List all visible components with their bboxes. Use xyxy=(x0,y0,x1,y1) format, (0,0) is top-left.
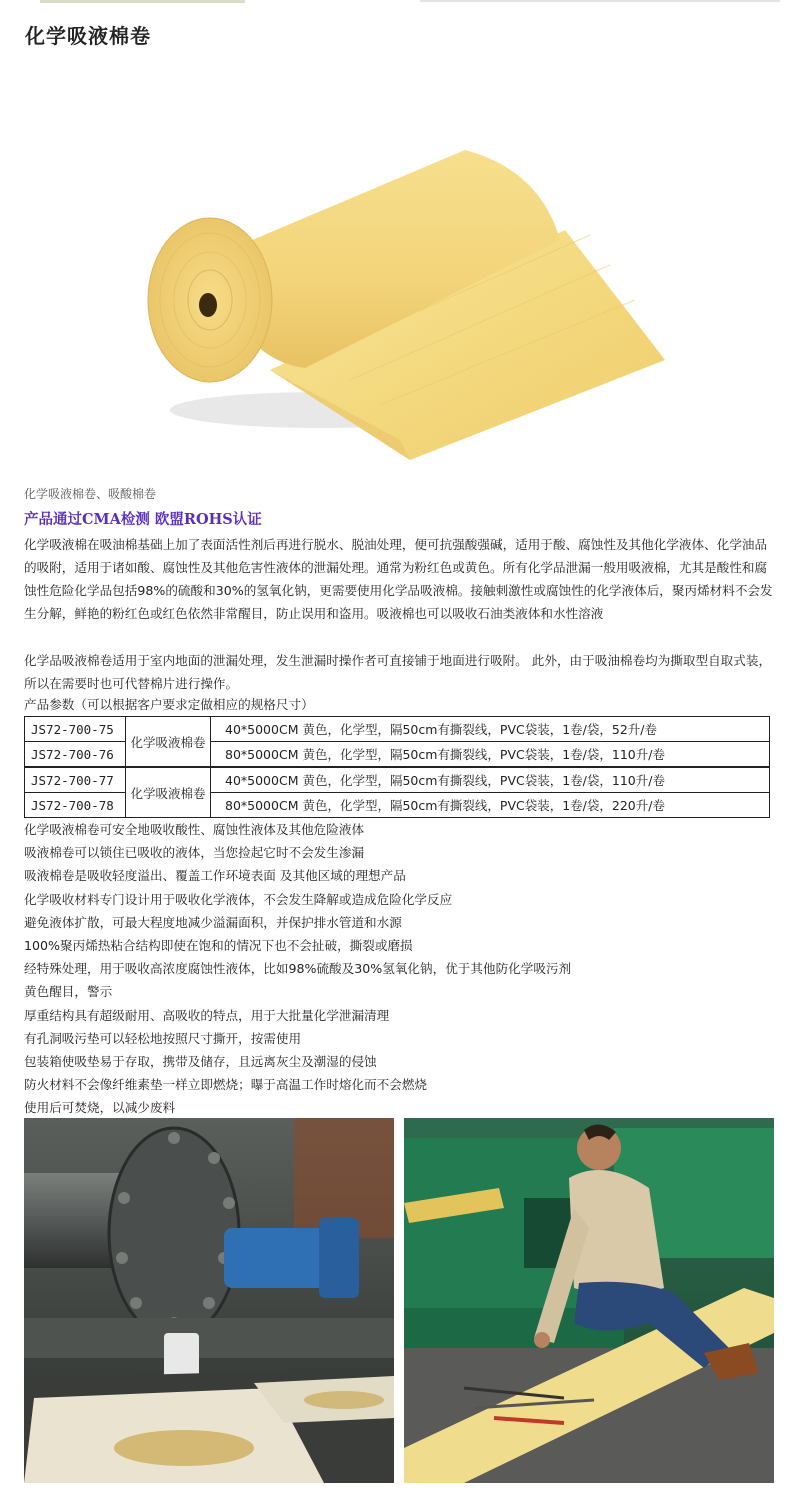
spec-desc-cell: 40*5000CM 黄色，化学型，隔50cm有撕裂线，PVC袋装，1卷/袋，52升/卷 xyxy=(211,717,770,742)
certification-text: 产品通过CMA检测 欧盟ROHS认证 xyxy=(24,511,262,528)
feature-list xyxy=(24,818,571,1119)
spec-desc-cell: 80*5000CM 黄色，化学型，隔50cm有撕裂线，PVC袋装，1卷/袋，220升/卷 xyxy=(211,793,770,818)
description-paragraph-2: 化学品吸液棉卷适用于室内地面的泄漏处理，发生泄漏时操作者可直接铺于地面进行吸附。 此外，由于吸油棉卷均为撕取型自取式装，所以在需要时也可代替棉片进行操作。 xyxy=(24,653,772,691)
table-row xyxy=(25,717,770,742)
worker-absorbent-roll-photo xyxy=(404,1118,774,1483)
image-caption: 化学吸液棉卷、吸酸棉卷 xyxy=(24,487,157,501)
feature-item: 化学吸液棉卷可安全地吸收酸性、腐蚀性液体及其他危险液体 xyxy=(24,822,365,837)
industrial-pipe-leak-photo xyxy=(24,1118,394,1483)
model-cell: JS72-700-76 xyxy=(25,742,126,768)
feature-item: 防火材料不会像纤维素垫一样立即燃烧；曝于高温工作时熔化而不会燃烧 xyxy=(24,1077,427,1093)
spec-desc-cell: 80*5000CM 黄色，化学型，隔50cm有撕裂线，PVC袋装，1卷/袋，110升/卷 xyxy=(211,742,770,768)
feature-item: 使用后可焚烧，以减少废料 xyxy=(24,1100,176,1116)
page-title: 化学吸液棉卷 xyxy=(25,24,151,48)
feature-item: 100%聚丙烯热粘合结构即使在饱和的情况下也不会扯破，撕裂或磨损 xyxy=(24,937,413,953)
description-paragraph-1: 化学吸液棉在吸油棉基础上加了表面活性剂后再进行脱水、脱油处理，便可抗强酸强碱，适用于酸、腐蚀性及其他化学液体、化学油品的吸附，适用于诸如酸、腐蚀性及其他危害性液体的泄漏处理。通常为粉红色或黄色。所有化学品泄漏一般用吸液棉，尤其是酸性和腐蚀性危险化学品包括98%的硫酸和30%的氢氧化钠，更需要使用化学品吸液棉。接触刺激性或腐蚀性的化学液体后，聚丙烯材料不会发生分解，鲜艳的粉红色或红色依然非常醒目，防止误用和盗用。吸液棉也可以吸收石油类液体和水性溶液 xyxy=(24,537,773,621)
feature-item: 有孔洞吸污垫可以轻松地按照尺寸撕开，按需使用 xyxy=(24,1030,302,1046)
table-row xyxy=(25,767,770,793)
feature-item: 经特殊处理，用于吸收高浓度腐蚀性液体，比如98%硫酸及30%氢氧化钠，优于其他防化学吸污剂 xyxy=(24,961,572,977)
top-decorative-line xyxy=(40,0,245,3)
spec-desc-cell: 40*5000CM 黄色，化学型，隔50cm有撕裂线，PVC袋装，1卷/袋，110升/卷 xyxy=(211,767,770,793)
feature-item: 吸液棉卷可以锁住已吸收的液体，当您捡起它时不会发生渗漏 xyxy=(24,845,365,861)
params-title: 产品参数（可以根据客户要求定做相应的规格尺寸） xyxy=(24,697,314,712)
model-cell: JS72-700-75 xyxy=(25,717,126,742)
feature-item: 吸液棉卷是吸收轻度溢出、覆盖工作环境表面 及其他区域的理想产品 xyxy=(24,868,406,884)
product-name-cell: 化学吸液棉卷 xyxy=(126,767,211,818)
feature-item: 避免液体扩散，可最大程度地减少溢漏面积，并保护排水管道和水源 xyxy=(24,914,402,930)
model-cell: JS72-700-77 xyxy=(25,767,126,793)
product-roll-image xyxy=(120,140,680,470)
spec-table xyxy=(24,716,770,818)
product-name-cell: 化学吸液棉卷 xyxy=(126,717,211,768)
model-cell: JS72-700-78 xyxy=(25,793,126,818)
feature-item: 化学吸收材料专门设计用于吸收化学液体，不会发生降解或造成危险化学反应 xyxy=(24,891,453,907)
feature-item: 黄色醒目，警示 xyxy=(24,984,113,1000)
feature-item: 包装箱使吸垫易于存取，携带及储存，且远离灰尘及潮湿的侵蚀 xyxy=(24,1053,377,1069)
feature-item: 厚重结构具有超级耐用、高吸收的特点，用于大批量化学泄漏清理 xyxy=(24,1007,390,1023)
top-decorative-line-right xyxy=(420,0,780,2)
